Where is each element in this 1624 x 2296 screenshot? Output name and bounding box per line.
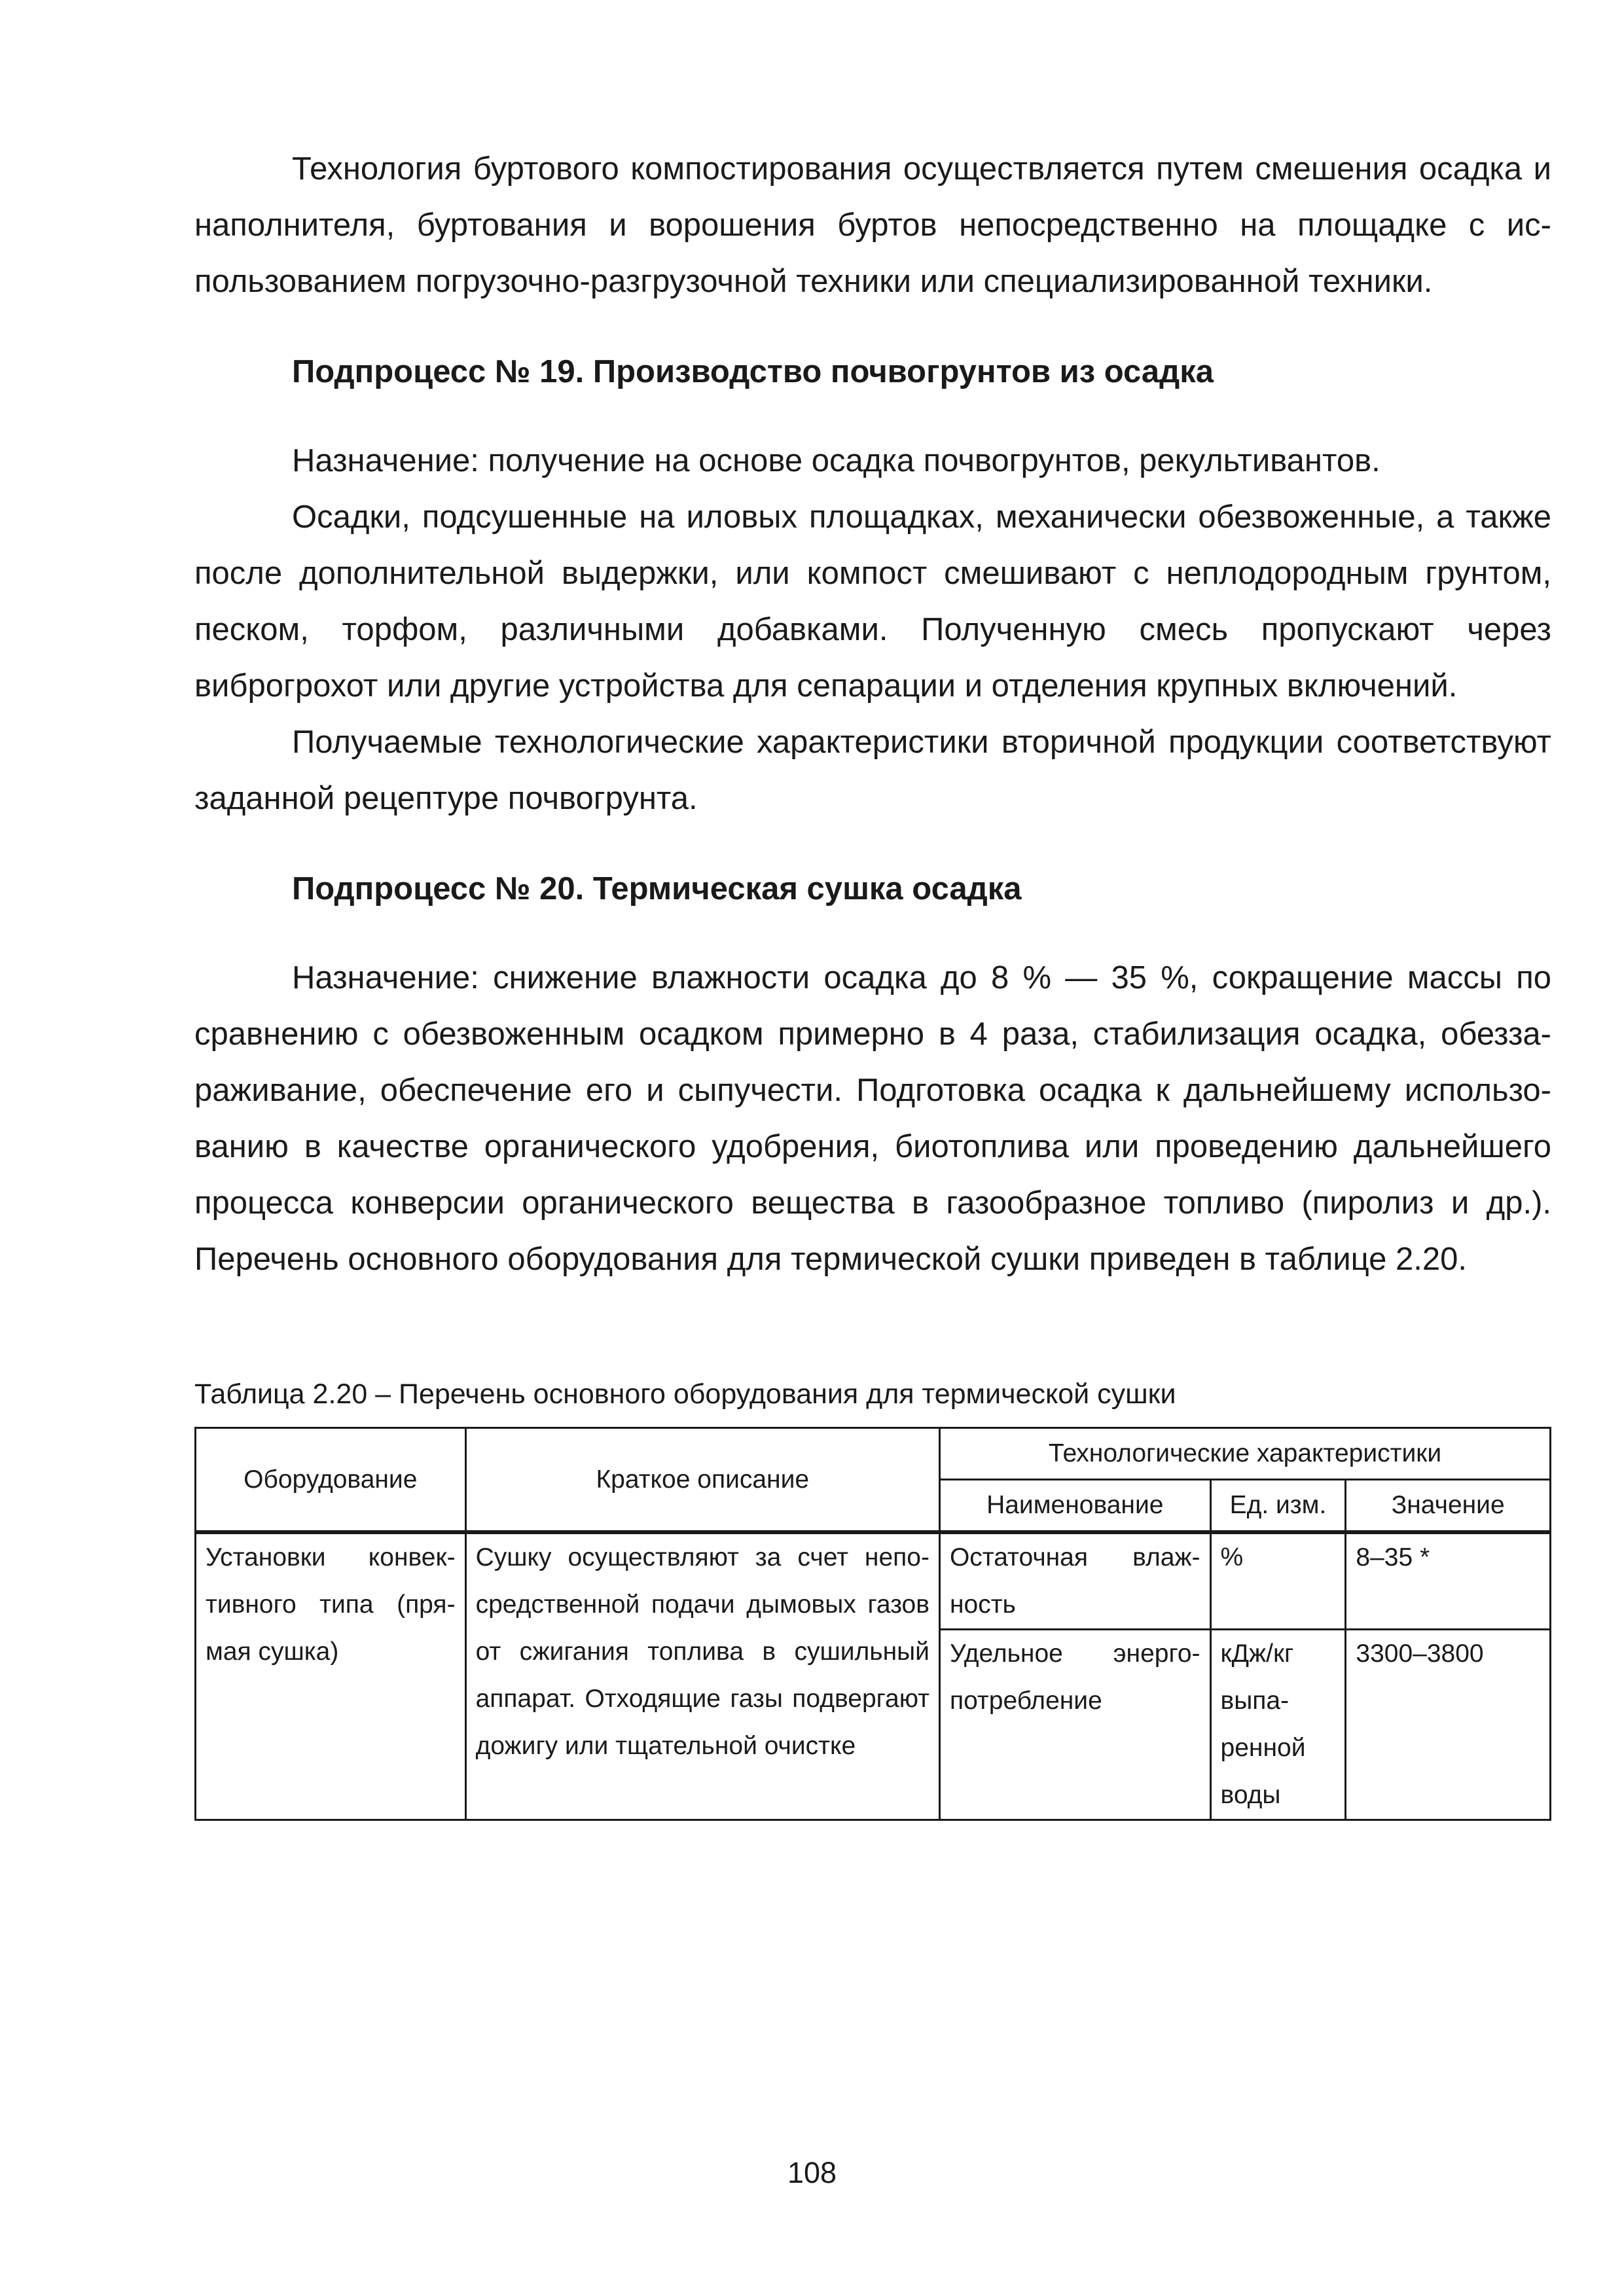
cell-char-value: 3300–3800: [1346, 1630, 1551, 1820]
header-unit: Ед. изм.: [1210, 1480, 1346, 1533]
paragraph-purpose-20: Назначение: снижение влажности осадка до 8 % — 35 %, сокращение массы по сравнению с обезвоженным осадком примерно в 4 раза, стабилизация осадка, обеззараживание, обеспечение его и сыпучести. Подготовка осадка к дальнейшему использованию в качестве органического удобрения, биотоплива или проведению дальнейшего процесса конверсии органического вещества в газообразное топливо (пиролиз и др.). Перечень основного оборудования для термической сушки приведен в таблице 2.20.: [194, 960, 1551, 1277]
header-description: Краткое описание: [465, 1428, 939, 1533]
table-row: [196, 1532, 1551, 1630]
cell-char-unit: кДж/кг выпаренной воды: [1210, 1630, 1346, 1820]
table-caption: Таблица 2.20 – Перечень основного оборудования для термической сушки: [194, 1378, 1176, 1410]
header-equipment: Оборудование: [196, 1428, 466, 1533]
header-tech-characteristics: Технологические характеристики: [939, 1428, 1550, 1480]
heading-subprocess-20: Подпроцесс № 20. Термическая сушка осадка: [292, 871, 1022, 906]
cell-char-name: Остаточная влажность: [939, 1532, 1210, 1630]
heading-subprocess-19: Подпроцесс № 19. Производство почвогрунтов из осадка: [292, 354, 1214, 389]
cell-equipment: Установки конвективного типа (прямая сушка): [196, 1532, 466, 1820]
cell-description: Сушку осуществляют за счет непосредственной подачи дымовых газов от сжигания топлива в сушильный аппарат. Отходящие газы подвергают дожигу или тщательной очистке: [465, 1532, 939, 1820]
cell-char-value: 8–35 *: [1346, 1532, 1551, 1630]
document-body: [194, 141, 1551, 1809]
paragraph-sediments: Осадки, подсушенные на иловых площадках, механически обезвоженные, а также после дополнительной выдержки, или компост смешивают с неплодородным грунтом, песком, торфом, различными добавками. Полученную смесь пропускают через виброгрохот или другие устройства для сепарации и отделения крупных включений.: [194, 499, 1551, 704]
paragraph-characteristics: Получаемые технологические характеристики вторичной продукции соответствуют заданной рецептуре почвогрунта.: [194, 725, 1551, 816]
cell-char-name: Удельное энергопотребление: [939, 1630, 1210, 1820]
cell-char-unit: %: [1210, 1532, 1346, 1630]
header-value: Значение: [1346, 1480, 1551, 1533]
page-number: 108: [787, 2156, 837, 2189]
header-name: Наименование: [939, 1480, 1210, 1533]
equipment-table: [194, 1427, 1551, 1821]
paragraph-purpose-19: Назначение: получение на основе осадка почвогрунтов, рекультивантов.: [292, 443, 1380, 478]
paragraph-composting: Технология буртового компостирования осуществляется путем смешения осадка и наполнителя, буртования и ворошения буртов непосредственно на площадке с использованием погрузочно-разгрузочной техники или специализированной техники.: [194, 151, 1551, 299]
